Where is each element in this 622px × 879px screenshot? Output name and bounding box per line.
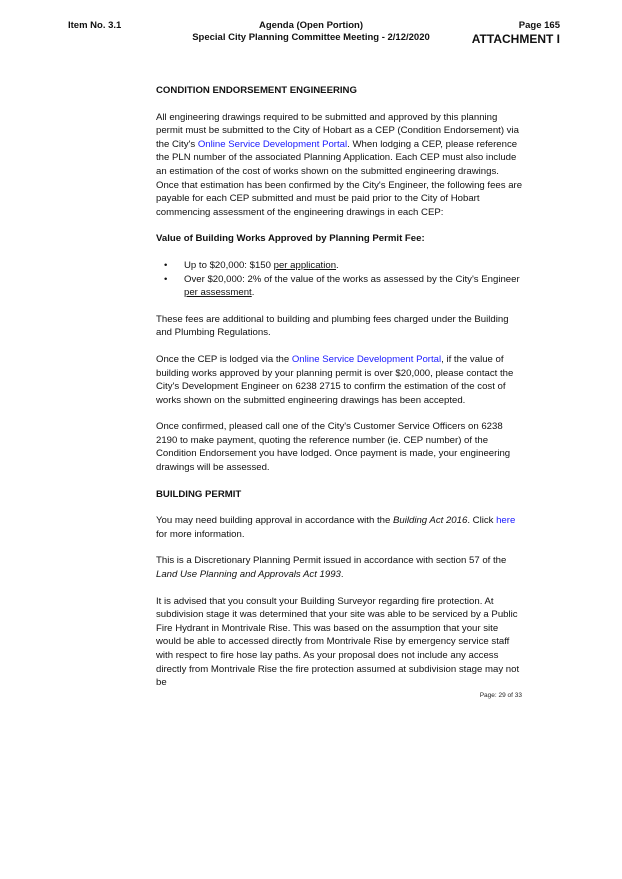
page-footer: Page: 29 of 33 [479, 692, 522, 699]
document-body [156, 84, 524, 703]
agenda-title: Agenda (Open Portion) [259, 20, 363, 31]
bullet-icon: • [164, 259, 168, 271]
section-heading-cep: CONDITION ENDORSEMENT ENGINEERING [156, 85, 357, 96]
paragraph-building-approval [156, 514, 524, 541]
portal-link[interactable]: Online Service Development Portal [291, 353, 442, 365]
paragraph-cep-intro [156, 111, 524, 220]
text: . Click [467, 515, 497, 527]
text: , if the value of building works approved by your planning permit is over $20,000, please contact the City's Development Engineer on 6238 2715 to confirm the estimation of the cost of works shown on the submitted engineering drawings has been accepted. [156, 353, 514, 406]
page-header [472, 20, 560, 46]
section-heading-building-permit: BUILDING PERMIT [156, 488, 242, 500]
attachment-label: ATTACHMENT I [471, 32, 560, 46]
meeting-title: Special City Planning Committee Meeting - 2/12/2020 [192, 32, 430, 43]
paragraph-fees-additional: These fees are additional to building and plumbing fees charged under the Building and Plumbing Regulations. [156, 313, 509, 339]
text: . [340, 569, 344, 581]
list-item [164, 259, 524, 273]
text: You may need building approval in accordance with the [156, 515, 393, 527]
italic-text: Building Act 2016 [392, 515, 468, 527]
item-number: Item No. 3.1 [68, 20, 122, 31]
italic-text: Land Use Planning and Approvals Act 1993 [156, 569, 341, 581]
paragraph-cep-lodged [156, 353, 524, 407]
text: Up to $20,000: $150 [184, 259, 274, 271]
text: This is a Discretionary Planning Permit issued in accordance with section 57 of the [156, 555, 507, 567]
text: All engineering drawings required to be submitted and approved by this planning permit must be submitted to the City of Hobart as a CEP (Condition Endorsement) via the City's [156, 111, 519, 150]
underlined-text: per assessment [184, 287, 252, 299]
text: Over $20,000: 2% of the value of the works as assessed by the City's Engineer [184, 273, 520, 285]
portal-link[interactable]: Online Service Development Portal [197, 138, 348, 150]
paragraph-payment: Once confirmed, pleased call one of the City's Customer Service Officers on 6238 2190 to make payment, quoting the reference number (ie. CEP number) of the Condition Endorsement you have lodged. Once payment is made, your engineering drawings will be assessed. [156, 421, 511, 474]
paragraph-fire-protection: It is advised that you consult your Building Surveyor regarding fire protection. At subdivision stage it was determined that your site was able to be serviced by a Public Fire Hydrant in Montrivale Rise. This was based on the assumption that your site would be able to accessed directly from Montrivale Rise by emergency service staff with respect to fire hose lay paths. As your proposal does not include any access directly from Montrivale Rise the fire protection assumed at subdivision stage may not be [156, 595, 520, 689]
fee-list [156, 259, 524, 300]
paragraph-discretionary [156, 554, 524, 581]
text: . When lodging a CEP, please reference the PLN number of the associated Planning Application. Each CEP must also include an estimation of the cost of works shown on the submitted engineering drawings. Once that estimation has been confirmed by the City's Engineer, the following fees are payable for each CEP submitted and must be paid prior to the City of Hobart commencing assessment of the engineering drawings in each CEP: [156, 138, 523, 218]
text: for more information. [156, 528, 245, 540]
here-link[interactable]: here [496, 515, 516, 527]
bullet-icon: • [164, 273, 168, 285]
text: Once the CEP is lodged via the [156, 353, 292, 365]
list-item [164, 273, 524, 300]
text: . [251, 287, 255, 299]
page-number: Page 165 [518, 20, 560, 31]
underlined-text: per application [273, 259, 337, 271]
text: . [336, 259, 339, 271]
fee-heading: Value of Building Works Approved by Planning Permit Fee: [156, 233, 425, 245]
